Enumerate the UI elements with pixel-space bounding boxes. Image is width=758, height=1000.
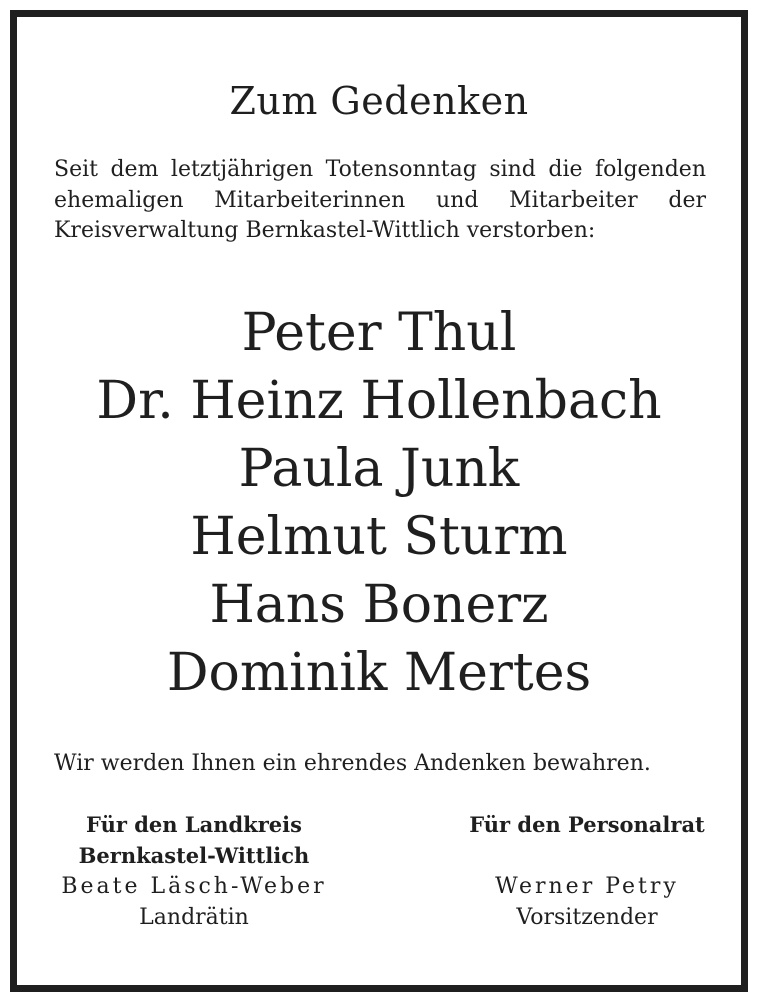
deceased-name: Paula Junk [238, 439, 520, 499]
signatory-role: Landrätin [139, 905, 249, 930]
closing-text: Wir werden Ihnen ein ehrendes Andenken bewahren. [54, 751, 651, 776]
deceased-name: Peter Thul [241, 303, 517, 363]
signature-personalrat [437, 809, 737, 933]
signature-heading: Bernkastel-Wittlich [78, 843, 310, 868]
signature-heading: Für den Landkreis [86, 812, 302, 837]
memorial-notice [10, 10, 748, 992]
signature-heading: Für den Personalrat [469, 812, 705, 837]
signatory-name: Beate Läsch-Weber [61, 874, 327, 899]
signatory-name: Werner Petry [495, 874, 679, 899]
deceased-names-list [17, 299, 741, 707]
deceased-name: Dr. Heinz Hollenbach [96, 371, 662, 431]
deceased-name: Hans Bonerz [209, 575, 549, 635]
signature-landkreis [49, 809, 339, 933]
signatory-role: Vorsitzender [516, 905, 658, 930]
signature-spacer [437, 840, 737, 871]
deceased-name: Dominik Mertes [166, 643, 592, 703]
deceased-name: Helmut Sturm [190, 507, 568, 567]
intro-text: Seit dem letztjährigen Totensonntag sind die folgenden ehemaligen Mitarbeiterinnen und Mitarbeiter der Kreisverwaltung Bernkastel-Wittlich verstorben: [54, 157, 706, 243]
notice-title: Zum Gedenken [229, 79, 529, 123]
